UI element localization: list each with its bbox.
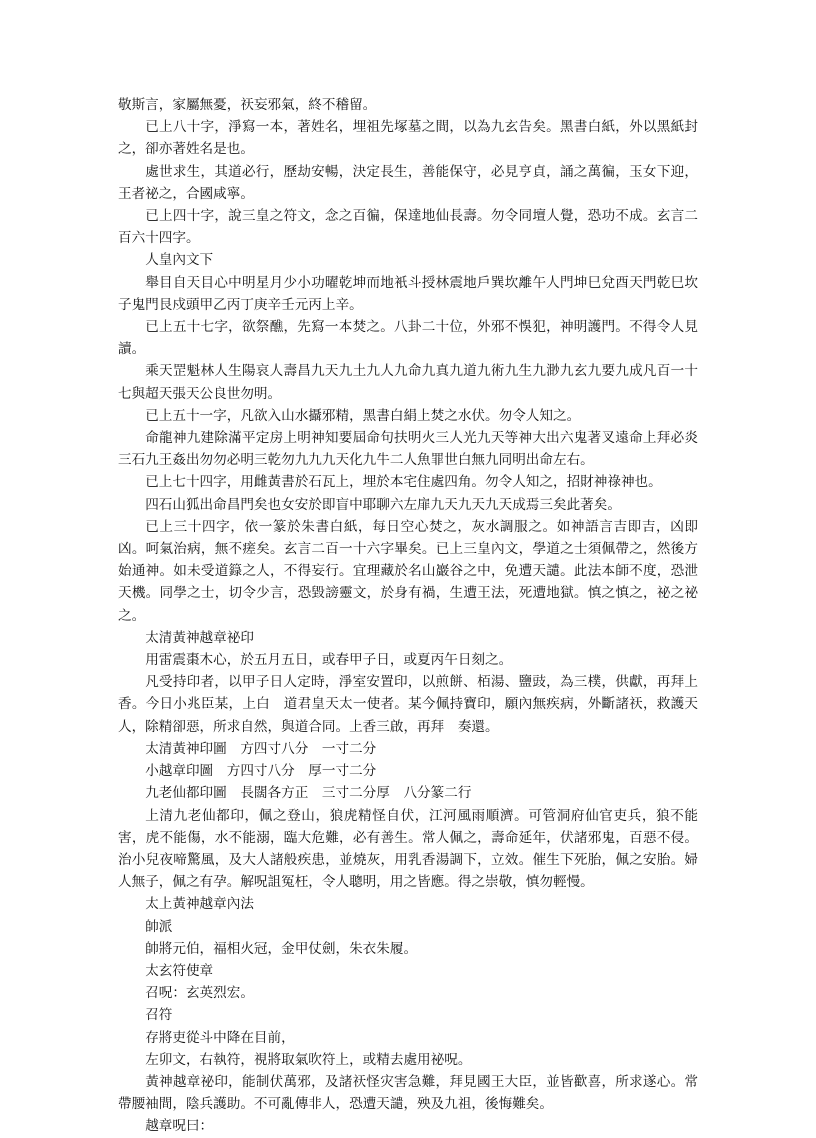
paragraph: 已上七十四字，用雌黃書於石瓦上，埋於本宅住處四角。勿令人知之，招財神祿神也。 bbox=[145, 474, 662, 491]
paragraph: 越章呪曰： bbox=[145, 1118, 214, 1135]
paragraph: 存將吏從斗中降在目前， bbox=[145, 1029, 295, 1046]
paragraph: 召呪：玄英烈宏。 bbox=[145, 985, 254, 1002]
paragraph: 已上五十一字，凡欲入山水攝邪精，黑書白絹上焚之水伏。勿令人知之。 bbox=[145, 407, 581, 424]
paragraph: 處世求生，其道必行，歷劫安暢，決定長生，善能保守，必見亨貞，誦之萬徧，玉女下迎，王者祕之，合國咸寧。 bbox=[118, 163, 698, 202]
paragraph: 乘天罡魁林人生陽哀人壽昌九天九土九人九命九真九道九術九生九渺九玄九要九成凡百一十七與超天張天公良世勿明。 bbox=[118, 363, 698, 402]
paragraph: 召符 bbox=[145, 1007, 173, 1024]
paragraph: 小越章印圖 方四寸八分 厚一寸二分 bbox=[145, 763, 377, 780]
section-heading: 太清黃神越章祕印 bbox=[145, 629, 254, 646]
paragraph: 命龍神九建除滿平定房上明神知要屆命句扶明火三人光九天等神大出六鬼著叉遠命上拜必炎三石九王姦出勿勿必明三乾勿九九九天化九牛二人魚罪世白無九同明出命左右。 bbox=[118, 430, 698, 469]
paragraph: 敬斯言，家屬無憂，祆妄邪氣，終不稽留。 bbox=[118, 97, 377, 113]
paragraph: 太清黃神印圖 方四寸八分 一寸二分 bbox=[145, 740, 377, 757]
paragraph: 已上八十字，淨寫一本，著姓名，埋祖先塚墓之間，以為九玄告矣。黑書白紙，外以黑紙封之，卻亦著姓名是也。 bbox=[118, 119, 698, 158]
paragraph: 舉目自天目心中明星月少小功曜乾坤而地衹斗授林震地戶巽坎離午人門坤巳兌酉天門乾巳坎子鬼門艮戍頭甲乙丙丁庚辛壬元丙上辛。 bbox=[118, 274, 698, 313]
paragraph: 黃神越章祕印，能制伏萬邪，及諸祆怪灾害急難，拜見國王大臣，並皆歡喜，所求遂心。常帶腰袖間，陰兵護助。不可亂傳非人，恐遭天譴，殃及九祖，後悔難矣。 bbox=[118, 1073, 698, 1113]
paragraph: 四石山狐出命昌門矣也女安於即盲中耶聊六左扉九天九天九天成焉三矣此著矣。 bbox=[145, 496, 621, 513]
section-heading: 人皇內文下 bbox=[145, 252, 214, 269]
paragraph: 凡受持印者，以甲子日人定時，淨室安置印，以煎餅、栢湯、鹽豉，為三樸，供獻，再拜上香。今日小兆臣某，上白 道君皇天太一使者。某今佩持寶印，願內無疾病，外斷諸祆，救護天人，除精卻惡，所求自然，與道合同。上香三啟，再拜 奏還。 bbox=[118, 674, 698, 735]
paragraph: 已上四十字，說三皇之符文，念之百徧，保達地仙長壽。勿令同壇人覺，恐功不成。玄言二百六十四字。 bbox=[118, 208, 698, 247]
paragraph: 帥派 bbox=[145, 918, 173, 935]
paragraph: 已上五十七字，欲祭醮，先寫一本焚之。八卦二十位，外邪不悞犯，神明護門。不得令人見讀。 bbox=[118, 319, 698, 358]
paragraph: 太玄符使章 bbox=[145, 962, 214, 979]
paragraph: 九老仙都印圖 長闊各方正 三寸二分厚 八分篆二行 bbox=[145, 785, 472, 802]
paragraph: 上清九老仙都印，佩之登山，狼虎精怪自伏，江河風雨順濟。可管洞府仙官吏兵，狼不能害，虎不能傷，水不能溺，臨大危難，必有善生。常人佩之，壽命延年，伏諸邪鬼，百惡不侵。治小兒夜啼驚風，及大人諸般疾患，並燒灰，用乳香湯調下，立效。催生下死胎，佩之安胎。婦人無子，佩之有孕。解呪詛冤枉，令人聰明，用之皆應。得之崇敬，慎勿輕慢。 bbox=[118, 807, 698, 891]
paragraph: 已上三十四字，依一篆於朱書白紙，每日空心焚之，灰水調服之。如神語言吉即吉，凶即凶。呵氣治病，無不瘥矣。玄言二百一十六字畢矣。已上三皇內文，學道之士須佩帶之，然後方始通神。如未受道籙之人，不得妄行。宜理藏於名山巖谷之中，免遭天譴。此法本師不度，恐泄天機。同學之士，切令少言，恐毀謗靈文，於身有禍，生遭王法，死遭地獄。慎之慎之，祕之祕之。 bbox=[118, 518, 698, 624]
paragraph: 用雷震棗木心，於五月五日，或春甲子日，或夏丙午日刻之。 bbox=[145, 652, 513, 669]
paragraph: 左卯文，右執符，視將取氣吹符上，或精去處用祕呪。 bbox=[145, 1051, 472, 1068]
paragraph: 帥將元伯，福相火冠，金甲仗劍，朱衣朱履。 bbox=[145, 940, 418, 957]
document-body bbox=[118, 94, 698, 1138]
section-heading: 太上黃神越章內法 bbox=[145, 896, 254, 913]
